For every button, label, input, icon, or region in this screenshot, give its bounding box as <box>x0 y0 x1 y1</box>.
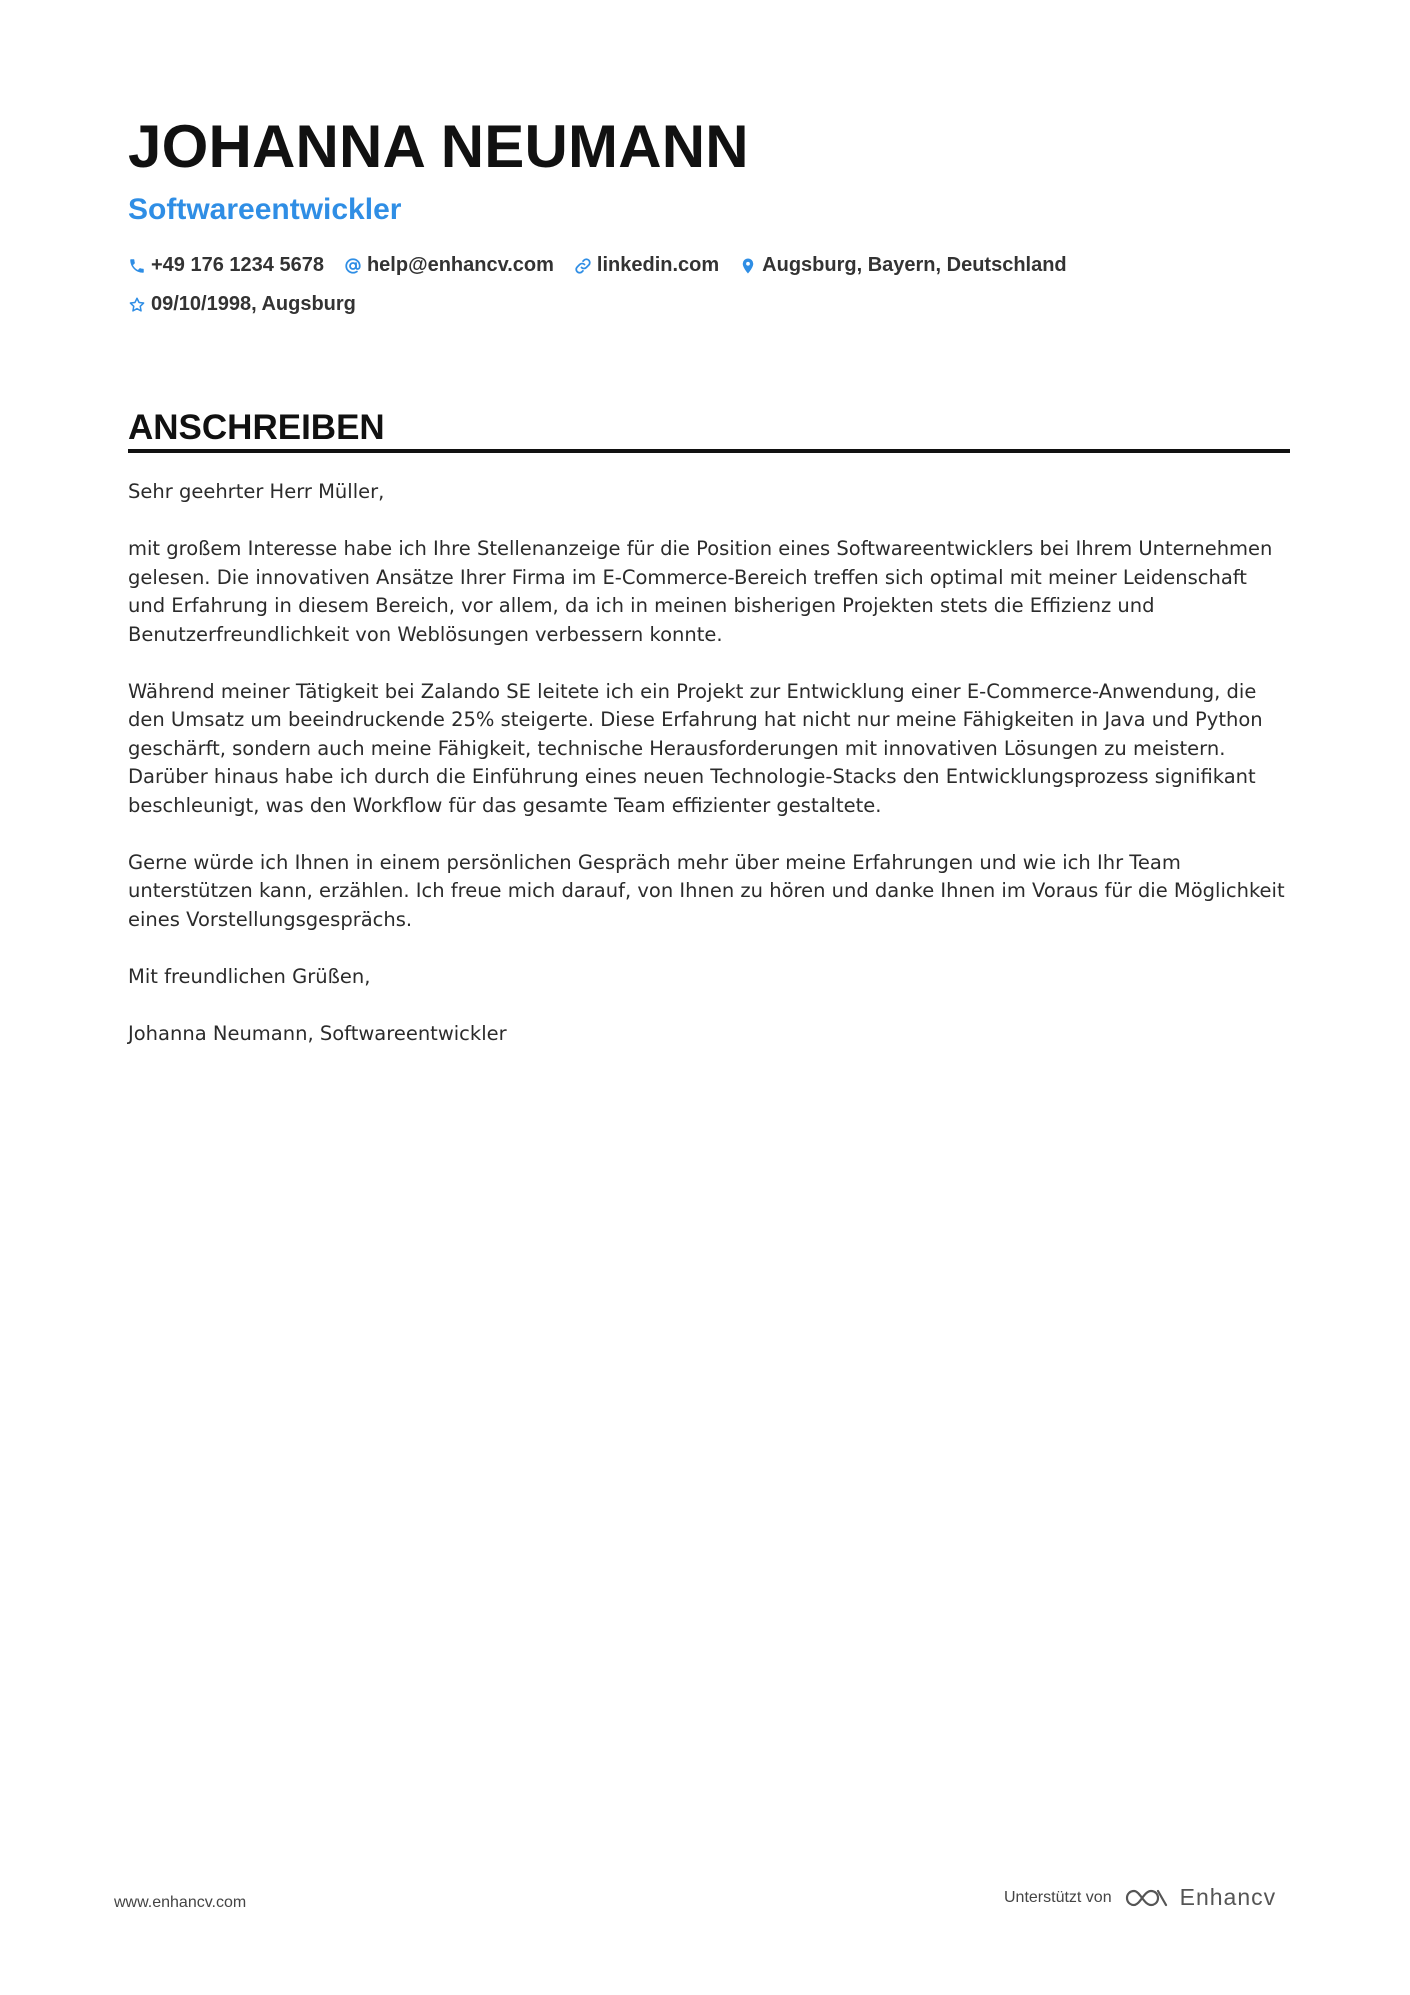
phone-icon <box>128 257 146 275</box>
letter-body <box>128 478 1290 1077</box>
contact-linkedin[interactable] <box>574 254 719 277</box>
phone-number: +49 176 1234 5678 <box>151 254 324 276</box>
paragraph-closing: Gerne würde ich Ihnen in einem persönlichen Gespräch mehr über meine Erfahrungen und wie ich Ihr Team unterstützen kann, erzählen. Ich freue mich darauf, von Ihnen zu hören und danke Ihnen im Voraus für die Möglichkeit eines Vorstellungsgesprächs. <box>128 850 1285 931</box>
paragraph-intro: mit großem Interesse habe ich Ihre Stellenanzeige für die Position eines Softwareentwicklers bei Ihrem Unternehmen gelesen. Die innovativen Ansätze Ihrer Firma im E-Commerce-Bereich treffen sich optimal mit meiner Leidenschaft und Erfahrung in diesem Bereich, vor allem, da ich in meinen bisherigen Projekten stets die Effizienz und Benutzerfreundlichkeit von Weblösungen verbessern konnte. <box>128 537 1273 646</box>
contact-location <box>739 254 1067 277</box>
contact-email[interactable] <box>344 254 554 277</box>
enhancv-logo-icon <box>1124 1885 1170 1911</box>
applicant-name: JOHANNA NEUMANN <box>128 113 749 180</box>
footer-website[interactable]: www.enhancv.com <box>114 1894 247 1911</box>
job-title: Softwareentwickler <box>128 193 402 226</box>
section-divider <box>128 449 1290 453</box>
at-icon <box>344 257 362 275</box>
contact-row <box>128 254 1087 277</box>
location-pin-icon <box>739 257 757 275</box>
location-text: Augsburg, Bayern, Deutschland <box>762 254 1067 276</box>
contact-row-secondary <box>128 293 376 316</box>
brand-name: Enhancv <box>1179 1884 1277 1910</box>
link-icon <box>574 257 592 275</box>
birth-date-place: 09/10/1998, Augsburg <box>151 293 356 315</box>
contact-birth <box>128 293 356 316</box>
footer-branding[interactable] <box>1004 1884 1276 1911</box>
star-icon <box>128 296 146 314</box>
signature: Johanna Neumann, Softwareentwickler <box>128 1021 507 1045</box>
salutation: Sehr geehrter Herr Müller, <box>128 480 385 503</box>
contact-phone[interactable] <box>128 254 324 277</box>
linkedin-link: linkedin.com <box>596 254 720 276</box>
section-title: ANSCHREIBEN <box>128 408 385 447</box>
email-address: help@enhancv.com <box>366 254 554 276</box>
paragraph-experience: Während meiner Tätigkeit bei Zalando SE leitete ich ein Projekt zur Entwicklung einer E-Commerce-Anwendung, die den Umsatz um beeindruckende 25% steigerte. Diese Erfahrung hat nicht nur meine Fähigkeiten in Java und Python geschärft, sondern auch meine Fähigkeit, technische Herausforderungen mit innovativen Lösungen zu meistern. Darüber hinaus habe ich durch die Einführung eines neuen Technologie-Stacks den Entwicklungsprozess signifikant beschleunigt, was den Workflow für das gesamte Team effizienter gestaltete. <box>128 679 1263 817</box>
powered-by-text: Unterstützt von <box>1004 1888 1112 1906</box>
closing: Mit freundlichen Grüßen, <box>128 964 371 988</box>
